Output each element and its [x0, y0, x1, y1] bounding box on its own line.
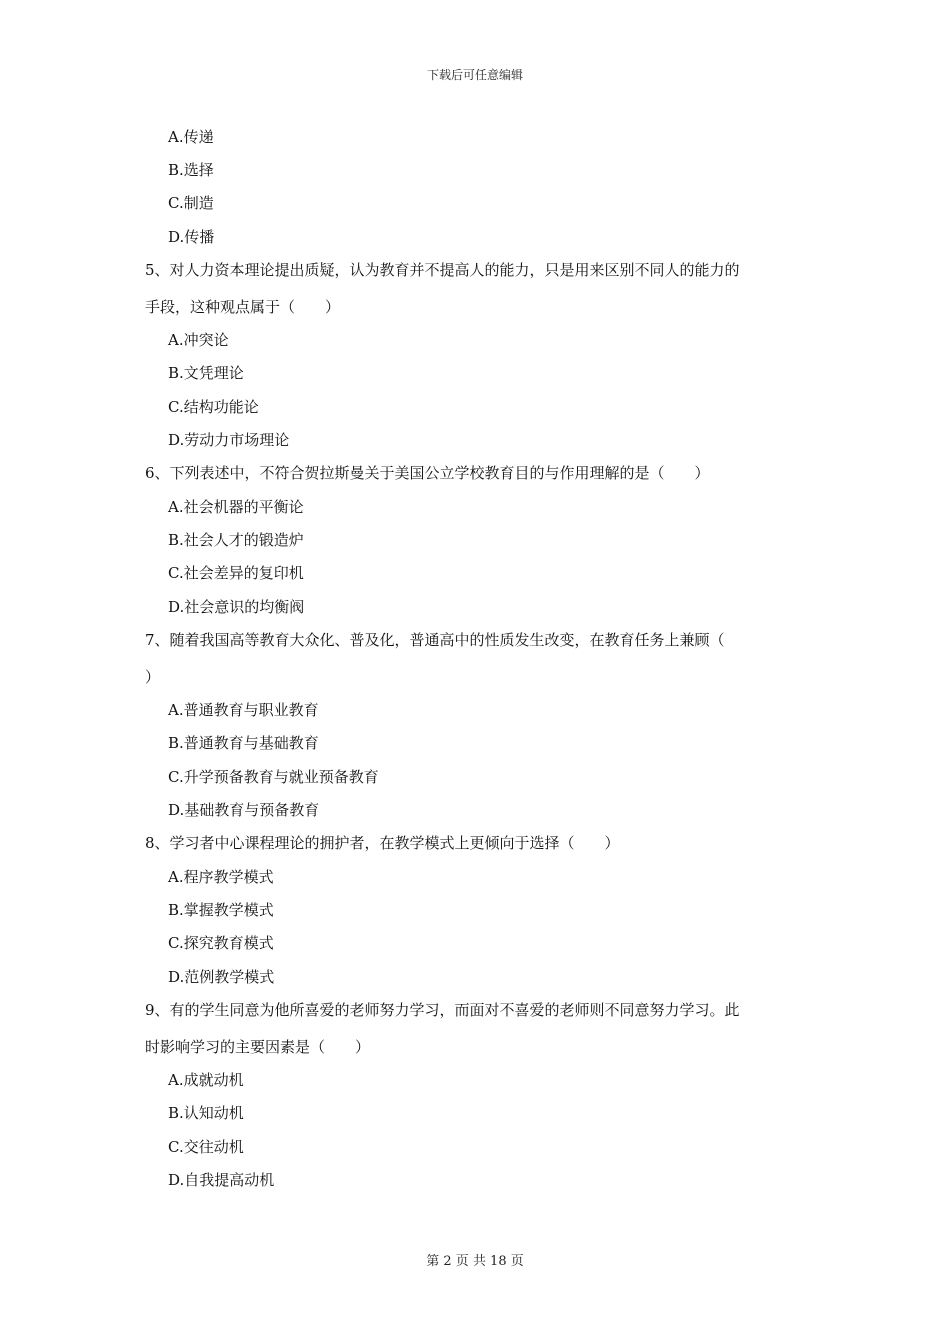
option-d: D.社会意识的均衡阀 [168, 598, 305, 616]
page-header: 下载后可任意编辑 [426, 68, 523, 82]
option-a: A.社会机器的平衡论 [168, 498, 304, 516]
option-c: C.社会差异的复印机 [168, 564, 304, 582]
question-8: 8、学习者中心课程理论的拥护者，在教学模式上更倾向于选择（ ） [145, 834, 620, 852]
option-d: D.基础教育与预备教育 [168, 801, 320, 819]
option-a: A.程序教学模式 [168, 868, 274, 886]
option-c: C.制造 [168, 194, 214, 212]
question-9: 9、有的学生同意为他所喜爱的老师努力学习，而面对不喜爱的老师则不同意努力学习。此 [145, 1001, 740, 1019]
question-7: 7、随着我国高等教育大众化、普及化，普通高中的性质发生改变，在教育任务上兼顾（ [145, 631, 725, 649]
option-a: A.普通教育与职业教育 [168, 701, 319, 719]
question-9-cont: 时影响学习的主要因素是（ ） [145, 1038, 371, 1056]
page-footer: 第 2 页 共 18 页 [426, 1254, 524, 1269]
option-d: D.传播 [168, 228, 215, 246]
option-a: A.成就动机 [168, 1071, 244, 1089]
option-b: B.认知动机 [168, 1104, 244, 1122]
question-5-cont: 手段，这种观点属于（ ） [145, 298, 341, 316]
option-b: B.社会人才的锻造炉 [168, 531, 304, 549]
question-7-cont: ） [145, 668, 161, 686]
option-d: D.自我提高动机 [168, 1171, 275, 1189]
option-b: B.掌握教学模式 [168, 901, 274, 919]
option-c: C.交往动机 [168, 1138, 244, 1156]
option-c: C.升学预备教育与就业预备教育 [168, 768, 379, 786]
option-c: C.探究教育模式 [168, 934, 274, 952]
option-a: A.传递 [168, 128, 214, 146]
option-d: D.劳动力市场理论 [168, 431, 290, 449]
option-b: B.普通教育与基础教育 [168, 734, 319, 752]
question-6: 6、下列表述中，不符合贺拉斯曼关于美国公立学校教育目的与作用理解的是（ ） [145, 464, 710, 482]
question-5: 5、对人力资本理论提出质疑，认为教育并不提高人的能力，只是用来区别不同人的能力的 [145, 261, 740, 279]
option-c: C.结构功能论 [168, 398, 259, 416]
option-b: B.选择 [168, 161, 214, 179]
option-d: D.范例教学模式 [168, 968, 275, 986]
option-b: B.文凭理论 [168, 364, 244, 382]
option-a: A.冲突论 [168, 331, 229, 349]
